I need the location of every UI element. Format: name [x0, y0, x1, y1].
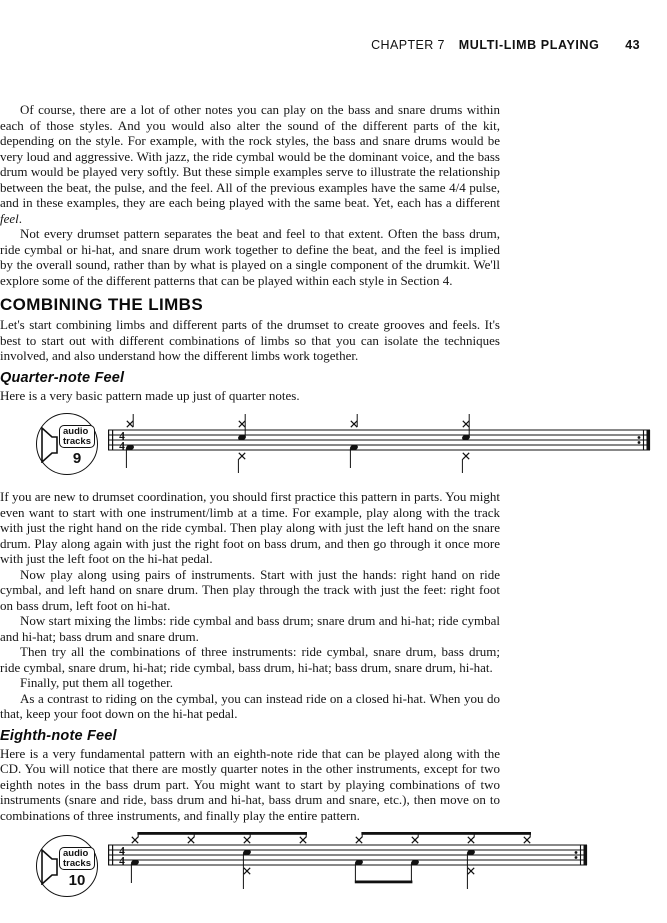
paragraph-text: Here is a very basic pattern made up just of quarter notes.	[0, 387, 300, 403]
paragraph-text: Now play along using pairs of instruments. Start with just the hands: right hand on ride cymbal, and left hand on snare drum. Then play through the track with just the feet: right foot on bass drum, left foot on hi-hat.	[0, 566, 500, 613]
audio-tracks-badge	[36, 413, 98, 475]
ride-cymbal-note	[463, 414, 469, 437]
bass-eighth-beam	[355, 881, 413, 884]
repeat-dot	[638, 441, 641, 444]
body-paragraph	[0, 489, 500, 567]
page-number: 43	[625, 38, 640, 52]
body-paragraph	[0, 613, 500, 644]
speaker-icon	[40, 849, 60, 885]
tracks-word: tracks	[63, 435, 91, 447]
svg-text:4: 4	[119, 845, 125, 858]
track-number: 9	[72, 450, 82, 467]
body-paragraph	[0, 388, 500, 404]
ride-cymbal-note	[127, 414, 133, 427]
ride-cymbal-note	[300, 834, 306, 843]
tracks-word: tracks	[63, 857, 91, 869]
body-paragraph	[0, 567, 500, 614]
ride-cymbal-note	[132, 834, 138, 843]
subsection-heading: Quarter-note Feel	[0, 369, 125, 386]
chapter-label: CHAPTER 7	[371, 38, 445, 52]
paragraph-text: Of course, there are a lot of other notes you can play on the bass and snare drums within each of those styles. And you would also alter the sound of the different parts of the kit, depending on the style. For example, with the rock styles, the bass and snare drums would be very loud and aggressive. With jazz, the ride cymbal would be the dominant voice, and the bass drum would be played very softly. But these simple examples serve to illustrate the relationship between the beat, the pulse, and the feel. All of the previous examples have the same 4/4 pulse, and in these examples, they are each being played with the same beat. Yet, each has a different	[0, 102, 500, 210]
svg-text:4: 4	[119, 855, 125, 868]
speaker-icon	[40, 427, 60, 463]
bass-drum-note	[354, 859, 363, 882]
hihat-foot-note	[468, 868, 474, 874]
paragraph-text: Then try all the combinations of three instruments: ride cymbal, snare drum, bass drum; ride cymbal, snare drum, hi-hat; ride cymbal, bass drum, hi-hat; bass drum, snare drum, hi-hat.	[0, 644, 500, 675]
notation-svg	[0, 825, 667, 923]
ride-cymbal-note	[412, 834, 418, 843]
body-paragraph	[0, 226, 500, 288]
bass-drum-note	[410, 859, 419, 882]
repeat-dot	[575, 851, 578, 854]
paragraph-text: .	[18, 210, 23, 226]
notation-svg	[0, 405, 667, 485]
ride-cymbal-note	[356, 834, 362, 843]
paragraph-text: Not every drumset pattern separates the beat and feel to that extent. Often the bass drum, ride cymbal or hi-hat, and snare drum work together to define the beat, and the feel is implied by the overall sound, rather than by what is played on a single component of the drumkit. We'll explore some of the different patterns that can be played within each style in Section 4.	[0, 226, 500, 288]
chapter-title: MULTI-LIMB PLAYING	[458, 38, 600, 52]
ride-cymbal-note	[244, 834, 250, 843]
paragraph-text: Finally, put them all together.	[20, 675, 173, 690]
body-paragraph	[0, 102, 500, 226]
audio-tracks-label	[59, 847, 95, 870]
eighth-beam	[361, 832, 531, 835]
time-signature	[119, 846, 125, 868]
page-content	[0, 102, 667, 923]
section-heading: COMBINING THE LIMBS	[0, 295, 204, 314]
italic-text: feel	[0, 210, 19, 226]
repeat-dot	[575, 856, 578, 859]
body-paragraph	[0, 746, 500, 824]
paragraph-text: As a contrast to riding on the cymbal, you can instead ride on a closed hi-hat. When you do that, keep your foot down on the hi-hat pedal.	[0, 690, 500, 721]
audio-tracks-badge	[36, 835, 98, 897]
ride-cymbal-note	[351, 414, 357, 427]
ride-cymbal-note	[188, 834, 194, 843]
svg-text:4: 4	[119, 430, 125, 443]
paragraph-text: If you are new to drumset coordination, you should first practice this pattern in parts. You might even want to start with one instrument/limb at a time. For example, play along with the track with just the right hand on the ride cymbal. Then play along with just the left hand on the snare drum. Play along again with just the right foot on bass drum, and then go through it once more with just the left foot on the hi-hat pedal.	[0, 489, 500, 566]
page-header	[0, 38, 640, 52]
body-paragraph	[0, 675, 500, 691]
hihat-foot-note	[238, 453, 245, 473]
ride-cymbal-note	[468, 834, 474, 843]
ride-cymbal-note	[524, 834, 530, 843]
body-paragraph	[0, 317, 500, 364]
subsection-heading: Eighth-note Feel	[0, 727, 117, 744]
quarter-note-feel-pattern	[0, 405, 667, 485]
paragraph-text: Let's start combining limbs and different parts of the drumset to create grooves and feels. It's best to start out with different combinations of limbs so that you can isolate the techniques involved, and also understand how the different limbs work together.	[0, 317, 500, 363]
bass-drum-note	[130, 859, 139, 883]
hihat-foot-note	[244, 868, 250, 874]
body-paragraph	[0, 644, 500, 675]
body-paragraph	[0, 691, 500, 722]
paragraph-text: Here is a very fundamental pattern with an eighth-note ride that can be played along with the CD. You will notice that there are mostly quarter notes in the other instruments, except for two eighth notes in the bass drum part. You might want to start by playing combinations of two instruments (snare and ride, bass drum and hi-hat, bass drum and snare, etc.), then move on to combinations of three instruments, and finally play the entire pattern.	[0, 745, 500, 823]
final-thick-barline	[584, 845, 588, 865]
paragraph-text: Now start mixing the limbs: ride cymbal and bass drum; snare drum and hi-hat; ride cymbal and hi-hat; bass drum and snare drum.	[0, 613, 500, 644]
track-number: 10	[68, 872, 86, 889]
bass-drum-note	[349, 444, 358, 468]
eighth-note-feel-pattern	[0, 825, 667, 923]
audio-word: audio	[63, 426, 89, 437]
hihat-foot-note	[462, 453, 469, 473]
svg-text:4: 4	[119, 440, 125, 453]
audio-word: audio	[63, 848, 89, 859]
repeat-dot	[638, 436, 641, 439]
ride-cymbal-note	[239, 414, 245, 437]
eighth-beam	[137, 832, 307, 835]
time-signature	[119, 431, 125, 453]
audio-tracks-label	[59, 425, 95, 448]
final-thick-barline	[647, 430, 651, 450]
bass-drum-note	[125, 444, 134, 468]
